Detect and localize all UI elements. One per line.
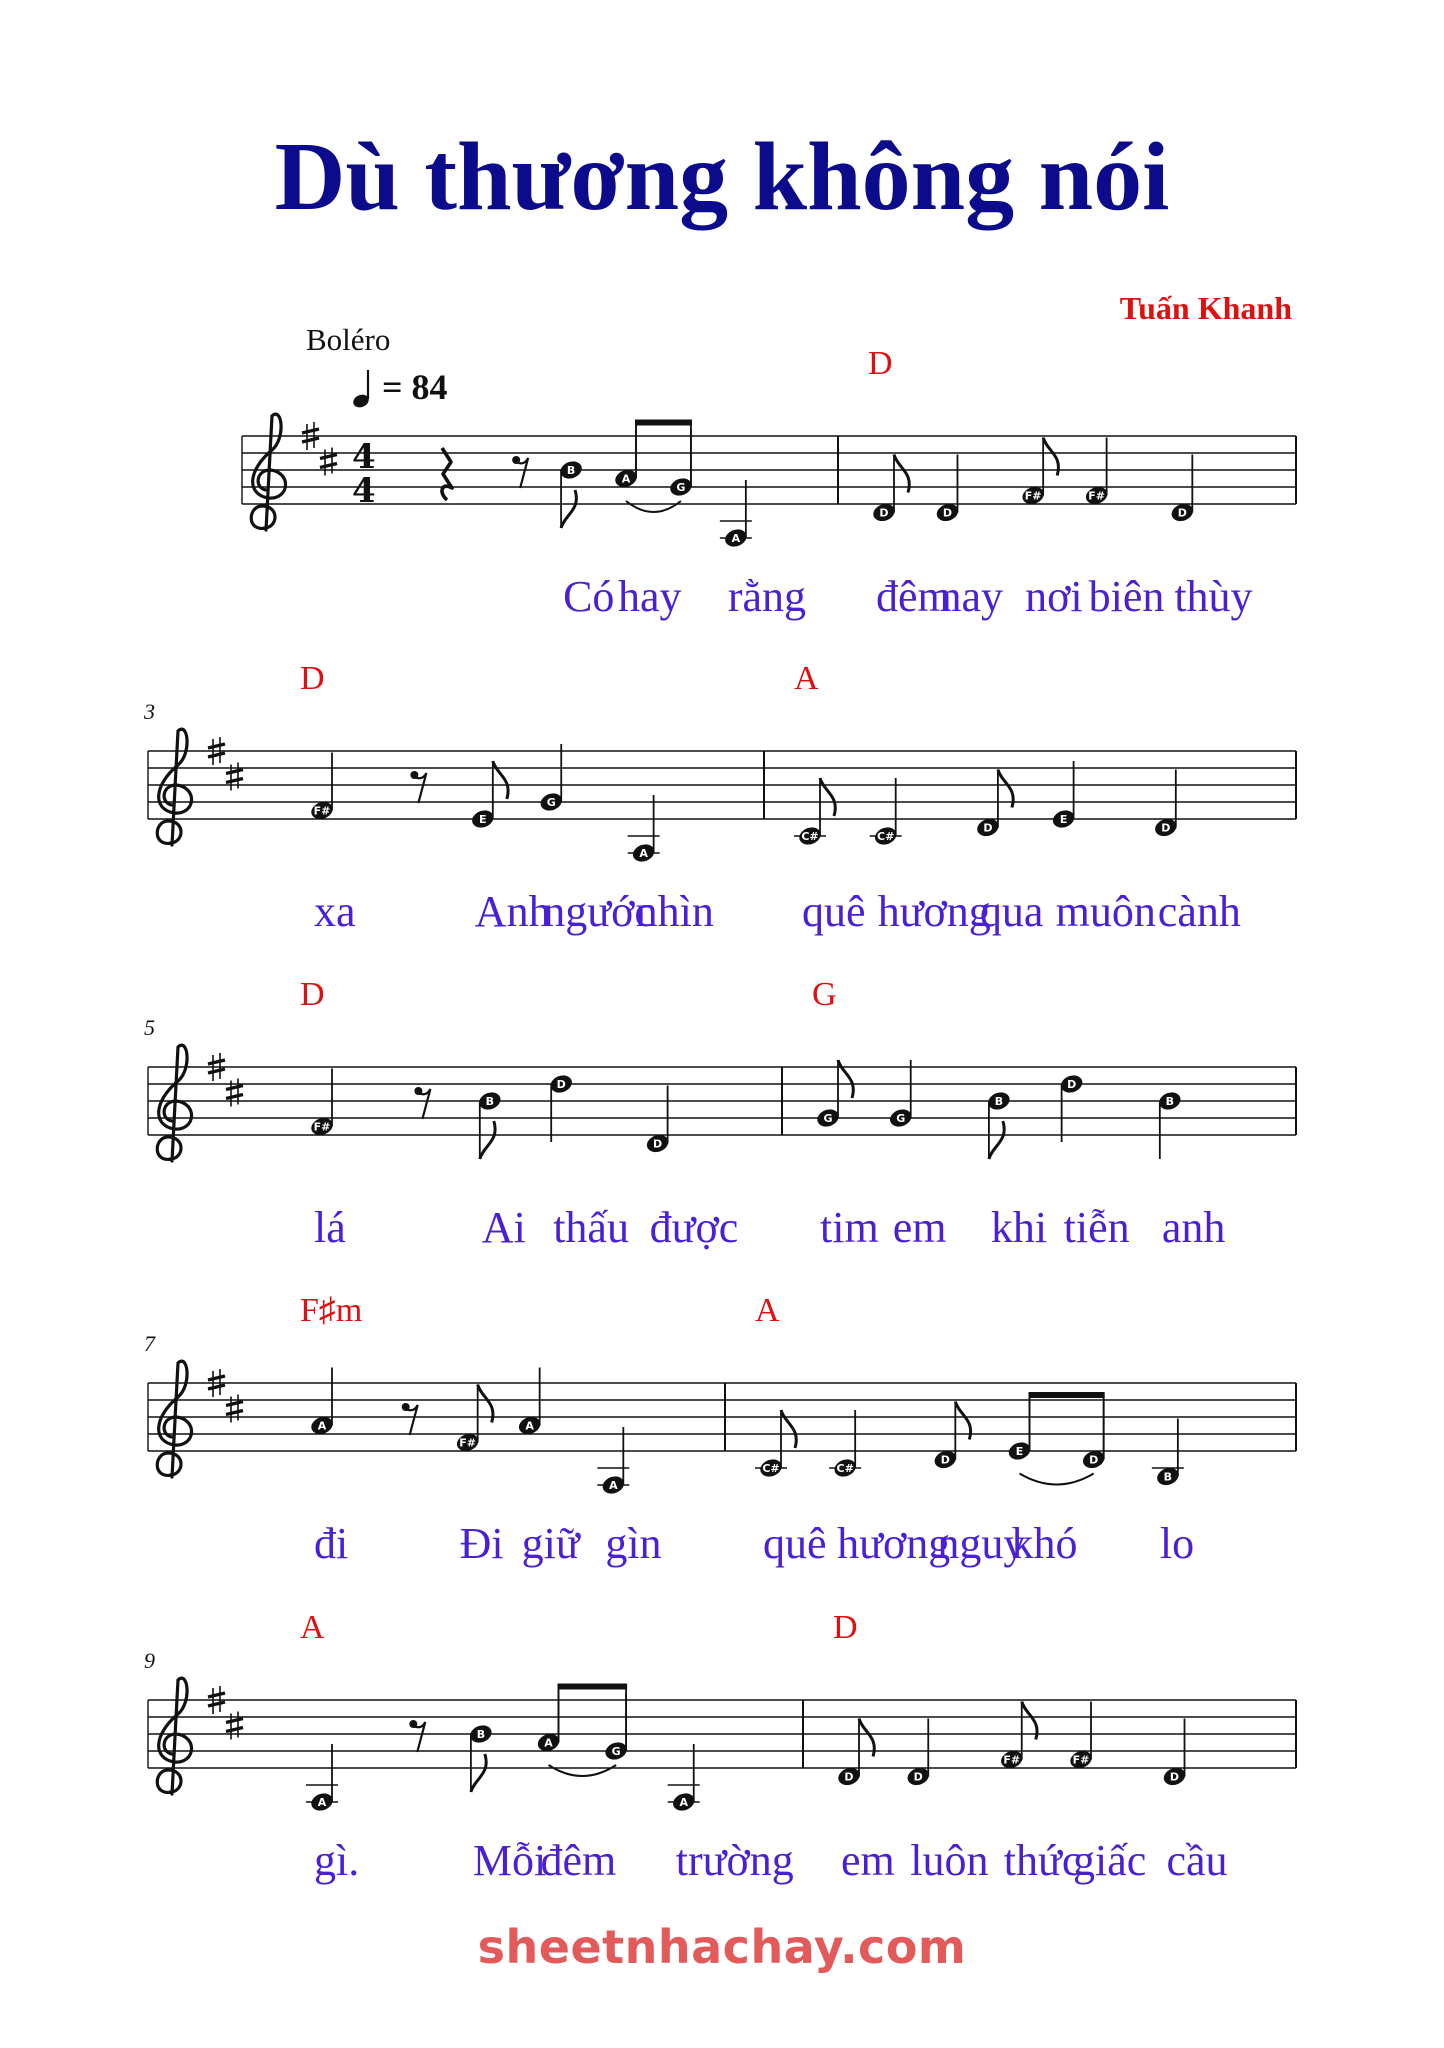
lyric-syllable: rằng bbox=[727, 572, 807, 621]
chord-symbol: A bbox=[300, 1609, 325, 1646]
lyric-syllable: khó bbox=[1011, 1519, 1078, 1568]
lyric-syllable: luôn bbox=[910, 1836, 989, 1885]
notehead-label: D bbox=[556, 1078, 566, 1091]
notehead-label: B bbox=[476, 1728, 486, 1741]
notehead-label: C# bbox=[836, 1462, 854, 1475]
note bbox=[836, 1719, 874, 1788]
notehead-label: D bbox=[653, 1137, 663, 1151]
notehead-label: C# bbox=[877, 830, 895, 843]
treble-clef-icon bbox=[157, 1361, 191, 1477]
note bbox=[1169, 455, 1195, 524]
notehead-label: D bbox=[1169, 1770, 1180, 1784]
lyric-syllable: hay bbox=[618, 572, 682, 621]
note bbox=[558, 459, 584, 528]
note bbox=[1020, 438, 1058, 507]
staff-system bbox=[242, 345, 1296, 621]
flag-icon bbox=[561, 490, 576, 528]
chord-symbol: A bbox=[794, 660, 819, 697]
slur bbox=[1020, 1474, 1094, 1485]
staff-system bbox=[144, 976, 1296, 1252]
lyric-syllable: khi bbox=[990, 1203, 1048, 1252]
note bbox=[1068, 1702, 1094, 1771]
notehead-label: E bbox=[1015, 1445, 1024, 1458]
note bbox=[870, 778, 902, 847]
lyric-syllable: em bbox=[892, 1203, 947, 1252]
note bbox=[628, 795, 660, 864]
lyric-syllable: được bbox=[649, 1203, 739, 1252]
flag-icon bbox=[781, 1410, 796, 1448]
notehead-label: A bbox=[679, 1796, 688, 1809]
song-title: Dù thương không nói bbox=[274, 123, 1170, 231]
notehead-label: F# bbox=[313, 804, 331, 818]
notehead-label: G bbox=[896, 1112, 906, 1125]
notehead-label: C# bbox=[762, 1462, 780, 1475]
note bbox=[755, 1410, 796, 1479]
measure-number: 9 bbox=[144, 1648, 155, 1673]
time-signature-top: 4 bbox=[352, 437, 376, 477]
flag-icon bbox=[989, 1121, 1004, 1159]
lyric-syllable: nhìn bbox=[635, 887, 714, 936]
lyric-syllable: anh bbox=[1161, 1203, 1226, 1252]
key-sharp-c-icon bbox=[320, 448, 337, 476]
lyric-syllable: hương bbox=[837, 1519, 951, 1568]
lyric-syllable: nay bbox=[939, 572, 1004, 621]
lyric-syllable: Đi bbox=[459, 1519, 504, 1568]
lyric-syllable: em bbox=[841, 1836, 895, 1885]
key-sharp-c-icon bbox=[226, 1712, 243, 1740]
style-marking: Boléro bbox=[306, 322, 391, 357]
note bbox=[644, 1086, 670, 1155]
note bbox=[309, 1368, 335, 1437]
lyric-syllable: Có bbox=[563, 572, 615, 621]
notehead-label: B bbox=[566, 464, 576, 477]
lyric-syllable: gìn bbox=[605, 1519, 662, 1568]
lyric-syllable: nơi bbox=[1025, 572, 1083, 621]
watermark: sheetnhachay.com bbox=[477, 1920, 967, 1974]
note bbox=[309, 753, 335, 822]
note bbox=[548, 1073, 574, 1142]
time-signature-bottom: 4 bbox=[352, 471, 376, 511]
flag-icon bbox=[471, 1754, 486, 1792]
note bbox=[871, 455, 909, 524]
lyric-syllable: lá bbox=[314, 1203, 346, 1252]
lyric-syllable: trường bbox=[675, 1836, 794, 1885]
notehead-label: D bbox=[1089, 1453, 1099, 1467]
treble-clef-icon bbox=[251, 414, 285, 530]
note bbox=[829, 1410, 861, 1479]
lyric-syllable: Mỗi bbox=[472, 1836, 547, 1885]
notehead-label: A bbox=[621, 472, 631, 486]
flag-icon bbox=[820, 778, 835, 816]
note bbox=[1083, 438, 1109, 507]
notehead-label: F# bbox=[1003, 1753, 1021, 1767]
notehead-label: D bbox=[1161, 821, 1171, 835]
notehead-label: B bbox=[994, 1095, 1004, 1108]
notehead-label: D bbox=[879, 506, 889, 520]
flag-icon bbox=[480, 1121, 495, 1159]
note bbox=[535, 1685, 561, 1754]
lyric-syllable: lo bbox=[1159, 1519, 1195, 1568]
chord-symbol: G bbox=[812, 976, 837, 1013]
notehead-label: B bbox=[1165, 1095, 1175, 1108]
chord-symbol: F♯m bbox=[300, 1292, 363, 1329]
composer-name: Tuấn Khanh bbox=[1119, 290, 1292, 326]
lyric-syllable: thức bbox=[1003, 1836, 1082, 1885]
treble-clef-icon bbox=[157, 1045, 191, 1161]
notehead-label: F# bbox=[1072, 1753, 1090, 1767]
measure-number: 3 bbox=[144, 699, 155, 724]
eighth-rest-icon bbox=[409, 1720, 425, 1752]
notehead-label: A bbox=[544, 1736, 553, 1750]
treble-clef-icon bbox=[157, 729, 191, 845]
key-sharp-c-icon bbox=[226, 1079, 243, 1107]
lyric-syllable: hương bbox=[877, 887, 991, 936]
note bbox=[905, 1719, 931, 1788]
eighth-rest-icon bbox=[414, 1087, 430, 1119]
note bbox=[468, 1723, 494, 1792]
measure-number: 7 bbox=[144, 1331, 155, 1356]
notehead-label: G bbox=[823, 1112, 833, 1125]
notehead-label: A bbox=[731, 532, 741, 545]
note bbox=[1006, 1393, 1032, 1462]
notehead-label: A bbox=[639, 847, 648, 860]
note bbox=[999, 1702, 1037, 1771]
notehead-label: D bbox=[1067, 1078, 1077, 1091]
note bbox=[1157, 1090, 1183, 1159]
note bbox=[1050, 761, 1076, 830]
chord-symbol: D bbox=[833, 1609, 858, 1646]
slur bbox=[626, 501, 681, 512]
eighth-rest-icon bbox=[410, 771, 426, 803]
quarter-rest-icon bbox=[442, 448, 452, 500]
flag-icon bbox=[838, 1060, 853, 1098]
lyric-syllable: xa bbox=[314, 887, 356, 936]
notehead-label: D bbox=[983, 821, 993, 835]
notehead-label: F# bbox=[1088, 489, 1105, 503]
notehead-label: A bbox=[525, 1419, 534, 1433]
staff-system bbox=[144, 1609, 1296, 1885]
staff-system bbox=[144, 1292, 1296, 1568]
tempo-value: = 84 bbox=[382, 367, 448, 407]
notehead-label: F# bbox=[313, 1120, 331, 1134]
note bbox=[1153, 770, 1179, 839]
lyric-syllable: thùy bbox=[1174, 572, 1253, 621]
note bbox=[306, 1744, 338, 1813]
lyric-syllable: ngước bbox=[543, 887, 654, 936]
lyric-syllable: qua bbox=[979, 887, 1044, 936]
notehead-label: G bbox=[676, 481, 686, 494]
chord-symbol: D bbox=[300, 976, 325, 1013]
key-sharp-c-icon bbox=[226, 763, 243, 791]
lyric-syllable: cành bbox=[1157, 887, 1241, 936]
lyric-syllable: cầu bbox=[1166, 1836, 1228, 1885]
note bbox=[1161, 1719, 1187, 1788]
note bbox=[477, 1090, 503, 1159]
notehead-label: F# bbox=[1024, 489, 1042, 503]
note bbox=[470, 761, 508, 830]
note bbox=[309, 1069, 335, 1138]
note bbox=[934, 455, 960, 524]
notehead-label: A bbox=[609, 1479, 618, 1492]
key-sharp-c-icon bbox=[226, 1395, 243, 1423]
notehead-label: G bbox=[546, 796, 556, 809]
notehead-label: B bbox=[1163, 1470, 1173, 1484]
note bbox=[1081, 1395, 1107, 1471]
lyric-syllable: gì. bbox=[314, 1836, 360, 1885]
note bbox=[1152, 1419, 1184, 1488]
chord-symbol: D bbox=[868, 345, 893, 382]
note bbox=[517, 1368, 543, 1437]
notehead-label: B bbox=[485, 1095, 494, 1108]
treble-clef-icon bbox=[157, 1678, 191, 1794]
note bbox=[888, 1060, 914, 1129]
notehead-label: D bbox=[940, 1453, 950, 1467]
note bbox=[932, 1402, 970, 1471]
lyric-syllable: quê bbox=[802, 887, 866, 936]
lyric-syllable: nguy bbox=[937, 1519, 1026, 1568]
note bbox=[986, 1090, 1012, 1159]
notehead-label: D bbox=[844, 1770, 854, 1784]
lyric-syllable: Anh bbox=[474, 887, 551, 936]
note bbox=[668, 423, 694, 499]
note bbox=[603, 1687, 629, 1763]
notehead-label: D bbox=[1177, 506, 1187, 520]
notehead-label: A bbox=[317, 1796, 327, 1809]
lyric-syllable: đêm bbox=[540, 1836, 617, 1885]
notehead-label: E bbox=[1059, 813, 1068, 826]
eighth-rest-icon bbox=[402, 1403, 418, 1435]
note bbox=[538, 744, 564, 813]
slur bbox=[549, 1765, 617, 1776]
note bbox=[668, 1744, 700, 1813]
lyric-syllable: Ai bbox=[481, 1203, 526, 1252]
lyric-syllable: đi bbox=[314, 1519, 349, 1568]
notehead-label: C# bbox=[801, 830, 819, 843]
eighth-rest-icon bbox=[512, 456, 528, 488]
lyric-syllable: tim bbox=[820, 1203, 879, 1252]
staff-system bbox=[143, 660, 1296, 936]
lyric-syllable: quê bbox=[763, 1519, 827, 1568]
notehead-label: E bbox=[479, 813, 487, 826]
note bbox=[613, 421, 639, 490]
lyric-syllable: thấu bbox=[553, 1203, 629, 1252]
lyric-syllable: muôn bbox=[1055, 887, 1156, 936]
notehead-label: F# bbox=[459, 1436, 477, 1450]
note bbox=[794, 778, 835, 847]
measure-number: 5 bbox=[144, 1015, 155, 1040]
note bbox=[597, 1427, 629, 1496]
note bbox=[720, 480, 752, 549]
flag-icon bbox=[493, 761, 508, 799]
note bbox=[815, 1060, 853, 1129]
lyric-syllable: đêm bbox=[876, 572, 952, 621]
notehead-label: D bbox=[913, 1770, 923, 1784]
note bbox=[455, 1385, 493, 1454]
lyric-syllable: giữ bbox=[521, 1519, 580, 1568]
notehead-label: A bbox=[317, 1419, 327, 1433]
lyric-syllable: tiễn bbox=[1063, 1203, 1130, 1252]
chord-symbol: A bbox=[755, 1292, 780, 1329]
lyric-syllable: biên bbox=[1088, 572, 1165, 621]
chord-symbol: D bbox=[300, 660, 325, 697]
lyric-syllable: giấc bbox=[1073, 1836, 1147, 1885]
note bbox=[975, 770, 1013, 839]
note bbox=[1058, 1073, 1084, 1142]
notehead-label: D bbox=[942, 506, 953, 520]
notehead-label: G bbox=[611, 1745, 621, 1758]
